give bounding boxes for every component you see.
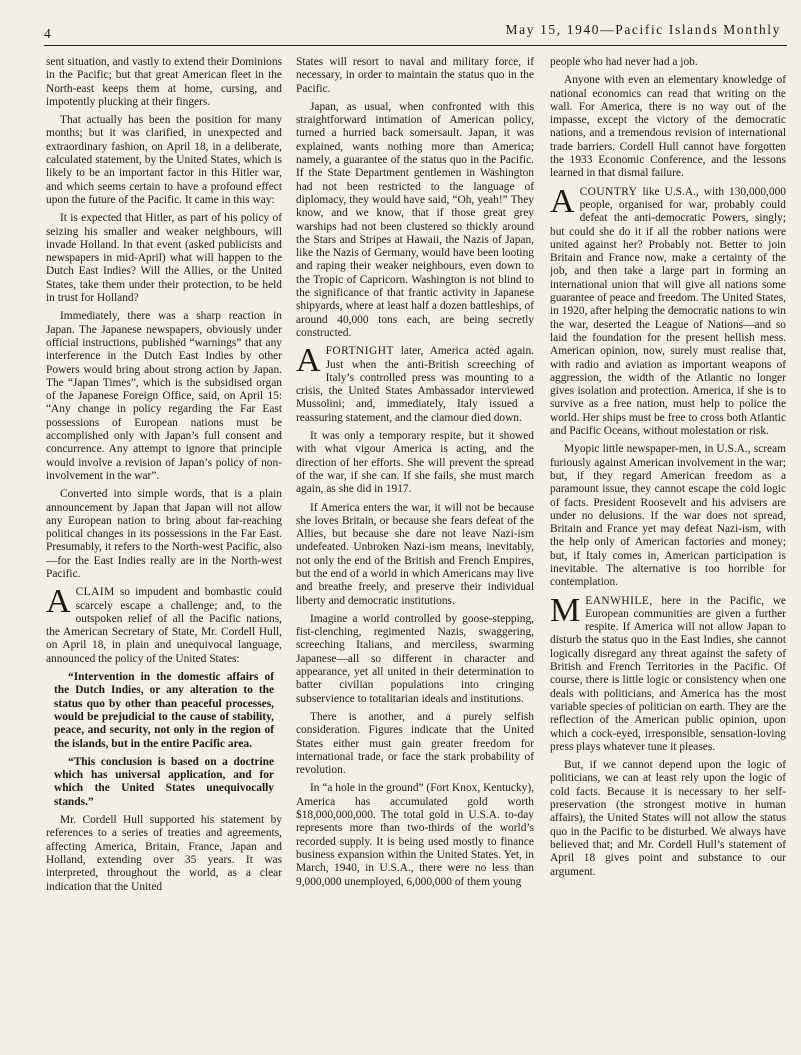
paragraph: Japan, as usual, when confronted with this straightforward intimation of American policy, turned a hurried back somersault. Japan, it was explained, wants nothing more than America; namely, a guarantee of the status quo in the Pacific. If the State Department gentlemen in Washington had not been restricted to the language of diplomacy, they would have said, “Oh, yeah!” They know, and we know, that if those great grey warships had not been clustered so thickly around the Stars and Stripes at Hawaii, the Nazis of Japan, like the Nazis of Germany, would have been looting and raping their weaker neighbours, even down to the Tropic of Capricorn. Washington is not blind to the significance of that frantic activity in Japanese shipyards, where at least half a dozen battleships, of around 40,000 tons each, are being secretly constructed. [296,100,534,339]
paragraph-text: later, America acted again. Just when the anti-British screeching of Italy’s controlled press was mounting to a crisis, the United States Ambassador interviewed Mussolini; and, immediately, Italy issued a reassuring statement, and the clamour died down. [296,345,534,424]
paragraph: States will resort to naval and military force, if necessary, in order to maintain the status quo in the Pacific. [296,56,534,95]
paragraph-text: like U.S.A., with 130,000,000 people, organised for war, probably could defeat the anti-democratic Powers, singly; but could she do it if all the robber nations were united against her? Probably not. Better to join Britain and France now, make a certainty of the job, and then take a large part in forming an international union that will give all nations some guarantee of peace and freedom. The United States, in 1920, after helping the democratic nations to win the war, deserted the League of Nations—and so laid the foundation for the present hellish mess. American opinion, now, surely must realise that, with radio and aviation as important weapons of aggression, the width of the Atlantic no longer gives isolation and protection. America, if she is to survive as a free nation, must help to police the world. Her ships must be free to cross both Atlantic and Pacific Oceans, without molestation or risk. [550,185,786,438]
paragraph-drop-cap [46,583,282,666]
drop-cap-letter: M [550,591,581,629]
text-column-2 [296,56,534,1055]
text-column-3 [550,56,786,1055]
paragraph: Converted into simple words, that is a plain announcement by Japan that Japan will not allow any European nation to bring about far-reaching political changes in its possessions in the Far East. Presumably, it refers to the North-west Pacific, also—for the East Indies really are in the North-west Pacific. [46,488,282,580]
page-header [44,22,781,42]
paragraph: people who had never had a job. [550,56,698,68]
lead-in-word: FORTNIGHT [325,345,394,358]
quoted-statement: “Intervention in the domestic affairs of the Dutch Indies, or any alteration to the status quo by other than peaceful processes, would be prejudicial to the cause of stability, peace, and security, not only in the region of the islands, but in the entire Pacific area. [54,671,274,750]
paragraph: It was only a temporary respite, but it showed with what vigour America is acting, and the direction of her efforts. She will prevent the spread of the war, if she can. If she fails, she must march again, as she did in 1917. [296,430,534,496]
drop-cap-letter: A [46,583,71,621]
paragraph-text: so impudent and bombastic could scarcely escape a challenge; and, to the outspoken relief of all the Pacific nations, the American Secretary of State, Mr. Cordell Hull, on April 18, in plain and unequivocal language, announced the policy of the United States: [46,586,282,665]
lead-in-word: EANWHILE, [585,594,653,607]
paragraph: Imagine a world controlled by goose-stepping, fist-clenching, regimented Nazis, swaggering, screeching Italians, and merciless, swarming Japanese—all so different in character and appearance, yet all united in their determination to batter civilian populations into cringing subservience to totalitarian ideals and institutions. [296,612,534,705]
running-title: May 15, 1940—Pacific Islands Monthly [505,22,781,37]
paragraph: Immediately, there was a sharp reaction in Japan. The Japanese newspapers, obviously under official instructions, published “warnings” that any interference in the Dutch East Indies by other Powers would bring about strong action by Japan. The “Japan Times”, which is the subsidised organ of the Japanese Foreign Office, said, on April 15: “Any change in policy regarding the Far East possessions of European nations must be accomplished only with Japan’s full consent and concurrence. Any attempt to ignore that principle would involve a revision of Japan’s policy of non-involvement in the war”. [46,310,282,482]
header-rule [44,45,787,46]
lead-in-word: CLAIM [75,586,115,599]
paragraph: Myopic little newspaper-men, in U.S.A., scream furiously against American involvement in the war; but, if they regard American freedom as a paramount issue, they cannot escape the cold logic of facts. President Roosevelt and his advisers are under no delusions. If the war does not spread, Britain and France yet may defeat Nazi-ism, with the help only of American factories and money; but, if Italy comes in, American participation is inevitable. The alternative is too horrible for contemplation. [550,443,786,589]
paragraph: That actually has been the position for many months; but it was clarified, in unexpected and extraordinary fashion, on April 18, in a deliberate, calculated statement, by the United States, which is likely to be an important factor in this Hitler war, and which seems certain to have a profound effect upon the future of the Pacific. It came in this way: [46,114,282,206]
paragraph: In “a hole in the ground” (Fort Knox, Kentucky), America has accumulated gold worth $18,000,000,000. The total gold in U.S.A. to-day represents more than two-thirds of the world’s recorded supply. It is being used mostly to finance business expansion within the United States. Yet, in March, 1940, in U.S.A., there were no less than 9,000,000 unemployed, 6,000,000 of them young [296,782,534,888]
text-column-1 [46,56,282,1055]
paragraph-drop-cap [296,342,534,425]
paragraph: sent situation, and vastly to extend their Dominions in the Pacific; but that great American fleet in the North-east keeps them at home, cursing, and impotently plucking at their fingers. [46,56,282,108]
drop-cap-letter: A [550,182,575,220]
paragraph-drop-cap [550,182,786,439]
drop-cap-letter: A [296,342,321,380]
page-number: 4 [44,26,53,41]
paragraph: It is expected that Hitler, as part of his policy of seizing his smaller and weaker neighbours, will invade Holland. In that event (asked publicists and newspapers in mid-April) what will happen to the Dutch East Indies? Will the Allies, or the United States, take them under their protection, to be held in trust for Holland? [46,212,282,305]
paragraph: But, if we cannot depend upon the logic of politicians, we can at least rely upon the logic of cold facts. Because it is necessary to her self-preservation (the strongest motive in human affairs), the United States will not allow the status quo in the Pacific to be disturbed. We always have believed that; and Mr. Cordell Hull’s statement of April 18 gives point and substance to our argument. [550,759,786,878]
paragraph-drop-cap [550,591,786,755]
paragraph: Mr. Cordell Hull supported his statement by references to a series of treaties and agreements, affecting America, Britain, France, Japan and Holland, extending over 35 years. It was interpreted, throughout the world, as a clear indication that the United [46,814,282,893]
quoted-statement: “This conclusion is based on a doctrine which has universal application, and for which the United States unequivocally stands.” [54,755,274,808]
paragraph: If America enters the war, it will not be because she loves Britain, or because she fears defeat of the Allies, but because she dare not leave Nazi-ism undefeated. Unbroken Nazi-ism means, inevitably, not only the end of the British and French Empires, but the end of a world in which Americans may live and breathe freely, and preserve their individual liberty and democratic institutions. [296,501,534,607]
lead-in-word: COUNTRY [579,185,638,198]
paragraph: There is another, and a purely selfish consideration. Figures indicate that the United States either must gain greater freedom for international trade, or face the stark probability of revolution. [296,710,534,777]
paragraph: Anyone with even an elementary knowledge of national economics can read that writing on the wall. For America, there is no way out of the impasse, except the victory of the democratic nations, and a tremendous revision of international trade barriers. Cordell Hull cannot have forgotten the 1933 Economic Conference, and the lessons learned in that dismal failure. [550,74,786,180]
paragraph-text: here in the Pacific, we European communities are given a further respite. If America will not allow Japan to disturb the status quo in the East Indies, she cannot logically disregard any threat against the safety of British and French Territories in the Pacific. Of course, there is little logic or consistency when one deals with politicians, and America has the most variable species of politician on earth. They are the reflection of the American public opinion, upon which a cock-eyed, irresponsible, sensation-loving press plays whatever tune it pleases. [550,594,786,753]
